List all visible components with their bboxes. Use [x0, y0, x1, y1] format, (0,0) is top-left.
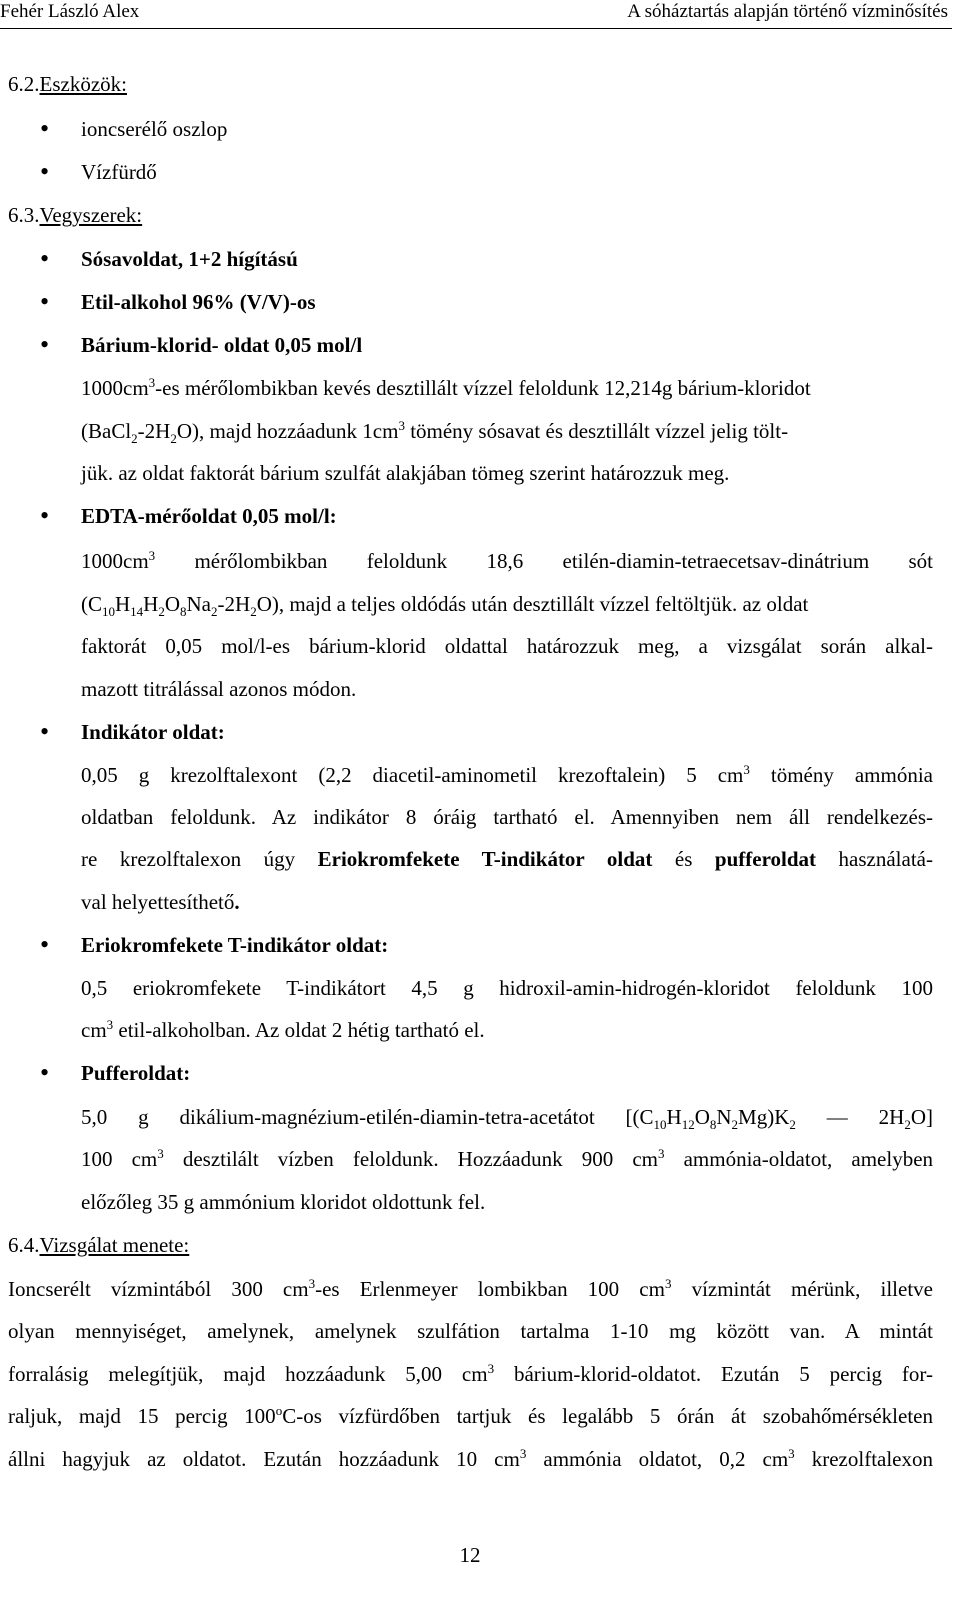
- tool-item: ioncserélő oszlop: [81, 117, 228, 141]
- procedure-line-3: forralásig melegítjük, majd hozzáadunk 5,00 $cm^3$ bárium-klorid-oldatot. Ezután 5 percig for-: [8, 1361, 933, 1386]
- header-rule: [0, 28, 952, 29]
- bullet-icon: •: [40, 330, 50, 359]
- procedure-line-2: olyan mennyiséget, amelynek, amelynek szulfátion tartalma 1-10 mg között van. A mintát: [8, 1319, 933, 1343]
- header-author: Fehér László Alex: [0, 1, 140, 22]
- bacl2-line-1: $1000cm^3-es$ mérőlombikban kevés desztillált vízzel feloldunk 12,214g bárium-kloridot: [81, 375, 811, 400]
- page-number: 12: [459, 1543, 481, 1567]
- reagent-indicator-title: Indikátor oldat:: [81, 720, 225, 744]
- indicator-line-2: oldatban feloldunk. Az indikátor 8 óráig tartható el. Amennyiben nem áll rendelkezés-: [81, 805, 933, 829]
- procedure-line-1: Ioncserélt vízmintából 300 $cm^3-es$ Erlenmeyer lombikban 100 $cm^3$ vízmintát mérünk, illetve: [8, 1276, 933, 1301]
- buffer-line-2: 100 $cm^3$ desztilált vízben feloldunk. Hozzáadunk 900 $cm^3$ ammónia-oldatot, amelyben: [81, 1146, 934, 1171]
- bullet-icon: •: [40, 244, 50, 273]
- reagent-ethanol: Etil-alkohol 96% (V/V)-os: [81, 290, 316, 314]
- section-title: Vizsgálat menete:: [39, 1233, 190, 1257]
- edta-line-4: mazott titrálással azonos módon.: [81, 677, 357, 701]
- section-procedure-heading: [8, 1232, 189, 1258]
- header-title: A sóháztartás alapján történő vízminősítés: [627, 1, 948, 22]
- eriochrome-line-1: 0,5 eriokromfekete T-indikátort 4,5 g hidroxil-amin-hidrogén-kloridot feloldunk 100: [81, 976, 933, 1000]
- section-reagents-heading: [8, 202, 142, 228]
- procedure-line-5: állni hagyjuk az oldatot. Ezután hozzáadunk 10 $cm^3$ ammónia oldatot, 0,2 $cm^3$ krezolftalexon: [8, 1446, 933, 1471]
- reagent-eriochrome-title: Eriokromfekete T-indikátor oldat:: [81, 933, 389, 957]
- edta-line-1: $1000cm^3$ mérőlombikban feloldunk 18,6 etilén-diamin-tetraecetsav-dinátrium sót: [81, 548, 933, 573]
- section-number: 6.3.: [8, 203, 40, 227]
- section-tools-heading: [8, 71, 127, 97]
- procedure-line-4: raljuk, majd 15 percig 100$^o$C-os vízfürdőben tartjuk és legalább 5 órán át szobahőmérsékleten: [8, 1403, 933, 1428]
- reagent-hcl: Sósavoldat, 1+2 hígítású: [81, 247, 298, 271]
- bullet-icon: •: [40, 1058, 50, 1087]
- indicator-line-3: re krezolftalexon úgy Eriokromfekete T-indikátor oldat és pufferoldat használatá-: [81, 847, 933, 871]
- bullet-icon: •: [40, 287, 50, 316]
- bullet-icon: •: [40, 717, 50, 746]
- indicator-line-1: 0,05 g krezolftalexont (2,2 diacetil-aminometil krezoftalein) 5 $cm^3$ tömény ammónia: [81, 762, 934, 787]
- reagent-bacl2-title: Bárium-klorid- oldat 0,05 mol/l: [81, 333, 363, 357]
- bullet-icon: •: [40, 501, 50, 530]
- bullet-icon: •: [40, 157, 50, 186]
- reagent-buffer-title: Pufferoldat:: [81, 1061, 191, 1085]
- reagent-edta-title: EDTA-mérőoldat 0,05 mol/l:: [81, 504, 337, 528]
- tool-item: Vízfürdő: [81, 160, 157, 184]
- buffer-line-3: előzőleg 35 g ammónium kloridot oldottunk fel.: [81, 1190, 486, 1214]
- edta-line-2: $(C_{10}H_{14}H_2O_8Na_2-2H_2O)$, majd a teljes oldódás után desztillált vízzel feltöltjük. az oldat: [81, 592, 809, 620]
- section-number: 6.4.: [8, 1233, 40, 1257]
- bullet-icon: •: [40, 114, 50, 143]
- bacl2-line-2: $(BaCl_2-2H_2O)$, majd hozzáadunk $1cm^3$ tömény sósavat és desztillált vízzel jelig tölt-: [81, 418, 789, 447]
- eriochrome-line-2: $cm^3$ etil-alkoholban. Az oldat 2 hétig tartható el.: [81, 1017, 485, 1042]
- bullet-icon: •: [40, 930, 50, 959]
- bacl2-line-3: jük. az oldat faktorát bárium szulfát alakjában tömeg szerint határozzuk meg.: [81, 461, 730, 485]
- section-number: 6.2.: [8, 72, 40, 96]
- indicator-line-4: val helyettesíthető.: [81, 890, 240, 914]
- buffer-line-1: 5,0 g dikálium-magnézium-etilén-diamin-tetra-acetátot [$(C_{10}H_{12}O_8N_2Mg)K_2$ — $2H_2O$]: [81, 1105, 933, 1133]
- edta-line-3: faktorát 0,05 mol/l-es bárium-klorid oldattal határozzuk meg, a vizsgálat során alkal-: [81, 634, 933, 658]
- section-title: Vegyszerek:: [39, 203, 143, 227]
- section-title: Eszközök:: [39, 72, 127, 96]
